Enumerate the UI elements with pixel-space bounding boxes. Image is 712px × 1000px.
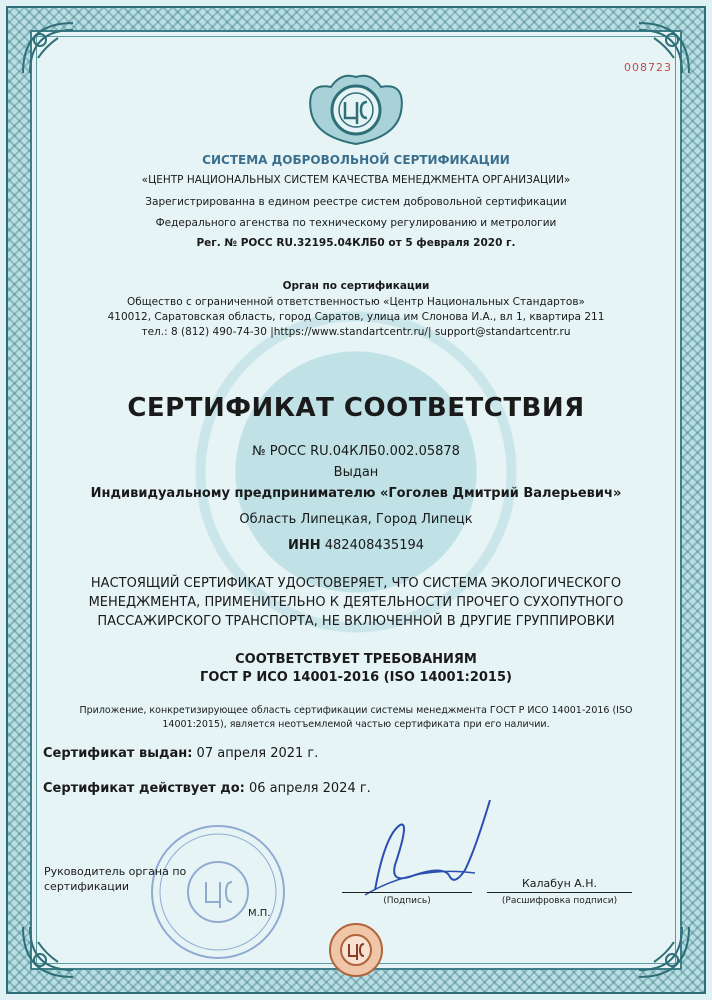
certificate-number: № РОСС RU.04КЛБ0.002.05878: [252, 444, 460, 459]
valid-until-value: 06 апреля 2024 г.: [248, 781, 371, 796]
signature-line: [342, 892, 472, 893]
corner-ornament-bottom-left: [18, 922, 78, 982]
organ-contacts: тел.: 8 (812) 490-74-30 |https://www.standartcentr.ru/| support@standartcentr.ru: [141, 326, 571, 338]
inn-value: 482408435194: [324, 538, 425, 553]
head-of-body-label: [44, 864, 186, 894]
appendix-line-1: Приложение, конкретизирующее область сертификации системы менеджмента ГОСТ Р ИСО 14001-2016 (ISO: [79, 705, 633, 716]
certificate-title: СЕРТИФИКАТ СООТВЕТСТВИЯ: [127, 393, 585, 423]
seal-place-label: М.П.: [248, 908, 271, 919]
organ-name: Общество с ограниченной ответственностью «Центр Национальных Стандартов»: [127, 296, 585, 308]
issued-to-label: Выдан: [333, 465, 379, 480]
issued-date-value: 07 апреля 2021 г.: [196, 746, 319, 761]
standard-name: ГОСТ Р ИСО 14001-2016 (ISO 14001:2015): [200, 670, 512, 685]
issued-date-label: Сертификат выдан:: [43, 746, 193, 761]
statement-line-2: МЕНЕДЖМЕНТА, ПРИМЕНИТЕЛЬНО К ДЕЯТЕЛЬНОСТИ ПРОЧЕГО СУХОПУТНОГО: [88, 595, 624, 610]
holder-region: Область Липецкая, Город Липецк: [239, 512, 473, 527]
system-title: СИСТЕМА ДОБРОВОЛЬНОЙ СЕРТИФИКАЦИИ: [202, 153, 510, 167]
issued-date-row: [43, 746, 318, 761]
head-label-line-1: Руководитель органа по: [44, 865, 187, 878]
signer-name: Калабун А.Н.: [521, 877, 598, 890]
organ-address: 410012, Саратовская область, город Саратов, улица им Слонова И.А., вл 1, квартира 211: [107, 311, 605, 323]
valid-until-label: Сертификат действует до:: [43, 781, 245, 796]
organ-title: Орган по сертификации: [282, 280, 430, 292]
inn-label: ИНН: [287, 538, 321, 553]
registration-number: Рег. № РОСС RU.32195.04КЛБ0 от 5 февраля 2020 г.: [196, 237, 516, 249]
statement-line-3: ПАССАЖИРСКОГО ТРАНСПОРТА, НЕ ВКЛЮЧЕННОЙ В ДРУГИЕ ГРУППИРОВКИ: [97, 614, 615, 629]
head-label-line-2: сертификации: [44, 880, 130, 893]
holder-name: Индивидуальному предпринимателю «Гоголев Дмитрий Валерьевич»: [90, 486, 622, 501]
hologram-emblem-icon: [328, 922, 384, 978]
appendix-line-2: 14001:2015), является неотъемлемой частью сертификата при его наличии.: [162, 719, 550, 730]
serial-number: 008723: [624, 61, 672, 74]
emblem-logo-icon: [301, 72, 411, 147]
inn-row: [40, 538, 672, 553]
valid-until-row: [43, 781, 371, 796]
corner-ornament-top-left: [18, 18, 78, 78]
statement-line-1: НАСТОЯЩИЙ СЕРТИФИКАТ УДОСТОВЕРЯЕТ, ЧТО СИСТЕМА ЭКОЛОГИЧЕСКОГО: [90, 576, 622, 591]
name-line: [487, 892, 632, 893]
handwritten-signature-icon: [355, 795, 500, 905]
name-caption: (Расшифровка подписи): [501, 896, 618, 906]
center-name: «ЦЕНТР НАЦИОНАЛЬНЫХ СИСТЕМ КАЧЕСТВА МЕНЕДЖМЕНТА ОРГАНИЗАЦИИ»: [141, 174, 571, 186]
signature-caption: (Подпись): [383, 896, 431, 906]
registered-line: Зарегистрированна в едином реестре систем добровольной сертификации: [145, 196, 567, 208]
conforms-heading: СООТВЕТСТВУЕТ ТРЕБОВАНИЯМ: [235, 652, 477, 667]
corner-ornament-bottom-right: [634, 922, 694, 982]
agency-line: Федерального агенства по техническому регулированию и метрологии: [155, 217, 557, 229]
